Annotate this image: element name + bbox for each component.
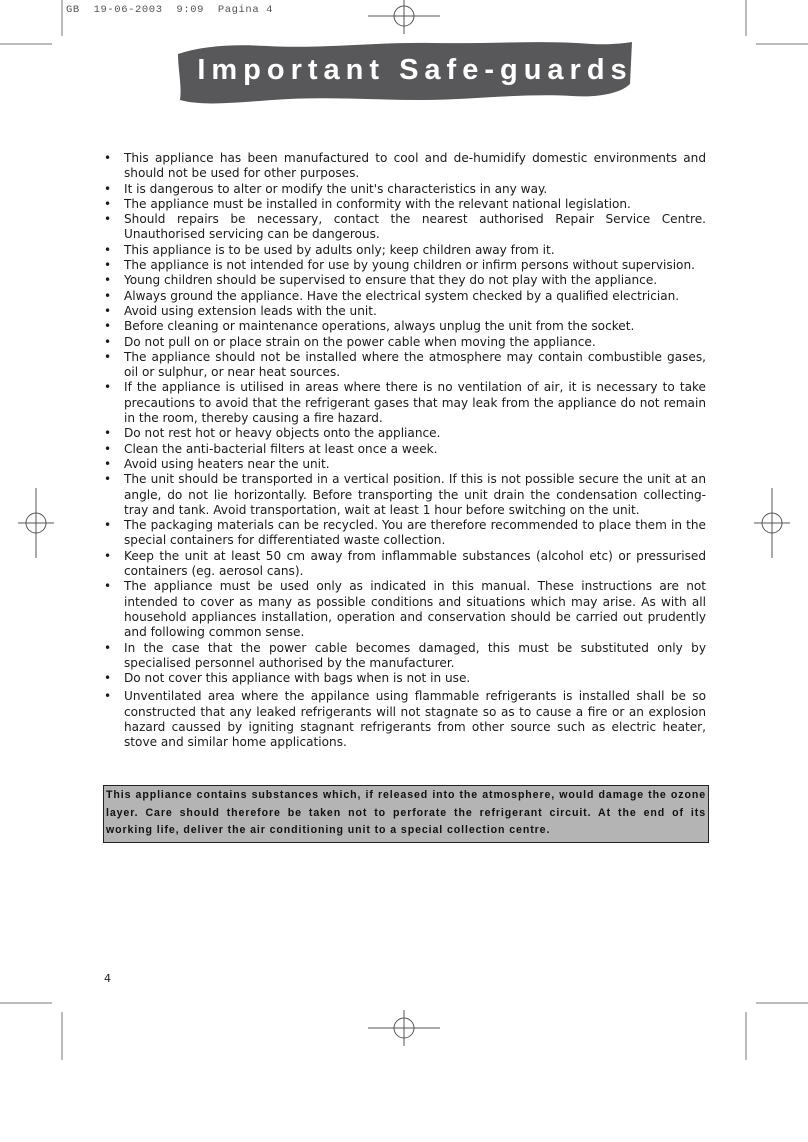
list-item: • This appliance has been manufactured to cool and de-humidify domestic environments and should not be used for other purposes. [104, 151, 706, 182]
page-title: Important Safe-guards [197, 54, 633, 86]
list-item: • The packaging materials can be recycled. You are therefore recommended to place them in the special containers for differentiated waste collection. [104, 518, 706, 549]
registration-mark-left [18, 488, 54, 558]
registration-mark-bottom [368, 1010, 440, 1046]
list-item: • Do not pull on or place strain on the power cable when moving the appliance. [104, 335, 706, 350]
list-item: • The appliance is not intended for use by young children or infirm persons without supervision. [104, 258, 706, 273]
list-item: • Unventilated area where the appilance using flammable refrigerants is installed shall be so constructed that any leaked refrigerants will not stagnate so as to cause a fire or an explosion hazard caussed by igniting stagnant refrigerants from other source such as electric heater, stove and similar home applications. [104, 689, 706, 750]
list-item: • Always ground the appliance. Have the electrical system checked by a qualified electrician. [104, 289, 706, 304]
list-item: • Do not rest hot or heavy objects onto the appliance. [104, 426, 706, 441]
registration-mark-right [754, 488, 790, 558]
safeguards-list [104, 151, 706, 751]
list-item: • Avoid using heaters near the unit. [104, 457, 706, 472]
page-number: 4 [104, 972, 111, 985]
list-item: • The unit should be transported in a vertical position. If this is not possible secure the unit at an angle, do not lie horizontally. Before transporting the unit drain the condensation collecting-tray and tank. Avoid transportation, wait at least 1 hour before switching on the unit. [104, 472, 706, 518]
list-item: • Before cleaning or maintenance operations, always unplug the unit from the socket. [104, 319, 706, 334]
list-item: • Do not cover this appliance with bags when is not in use. [104, 671, 706, 686]
list-item: • Young children should be supervised to ensure that they do not play with the appliance. [104, 273, 706, 288]
list-item: • Clean the anti-bacterial filters at least once a week. [104, 442, 706, 457]
list-item: • Avoid using extension leads with the unit. [104, 304, 706, 319]
list-item: • If the appliance is utilised in areas where there is no ventilation of air, it is necessary to take precautions to avoid that the refrigerant gases that may leak from the appliance do not remain in the room, thereby causing a fire hazard. [104, 380, 706, 426]
list-item: • The appliance should not be installed where the atmosphere may contain combustible gases, oil or sulphur, or near heat sources. [104, 350, 706, 381]
list-item: • Should repairs be necessary, contact the nearest authorised Repair Service Centre. Unauthorised servicing can be dangerous. [104, 212, 706, 243]
registration-mark-top [368, 0, 440, 34]
ozone-warning-box: This appliance contains substances which, if released into the atmosphere, would damage the ozone layer. Care should therefore be taken not to perforate the refrigerant circuit. At the end of its working life, deliver the air conditioning unit to a special collection centre. [103, 785, 709, 843]
list-item: • Keep the unit at least 50 cm away from inflammable substances (alcohol etc) or pressurised containers (eg. aerosol cans). [104, 549, 706, 580]
list-item: • This appliance is to be used by adults only; keep children away from it. [104, 243, 706, 258]
list-item: • It is dangerous to alter or modify the unit's characteristics in any way. [104, 182, 706, 197]
list-item: • The appliance must be used only as indicated in this manual. These instructions are not intended to cover as many as possible conditions and situations which may arise. As with all household appliances installation, operation and conservation should be carried out prudently and following common sense. [104, 579, 706, 640]
list-item: • In the case that the power cable becomes damaged, this must be substituted only by specialised personnel authorised by the manufacturer. [104, 641, 706, 672]
print-header: GB 19-06-2003 9:09 Pagina 4 [66, 4, 274, 16]
list-item: • The appliance must be installed in conformity with the relevant national legislation. [104, 197, 706, 212]
